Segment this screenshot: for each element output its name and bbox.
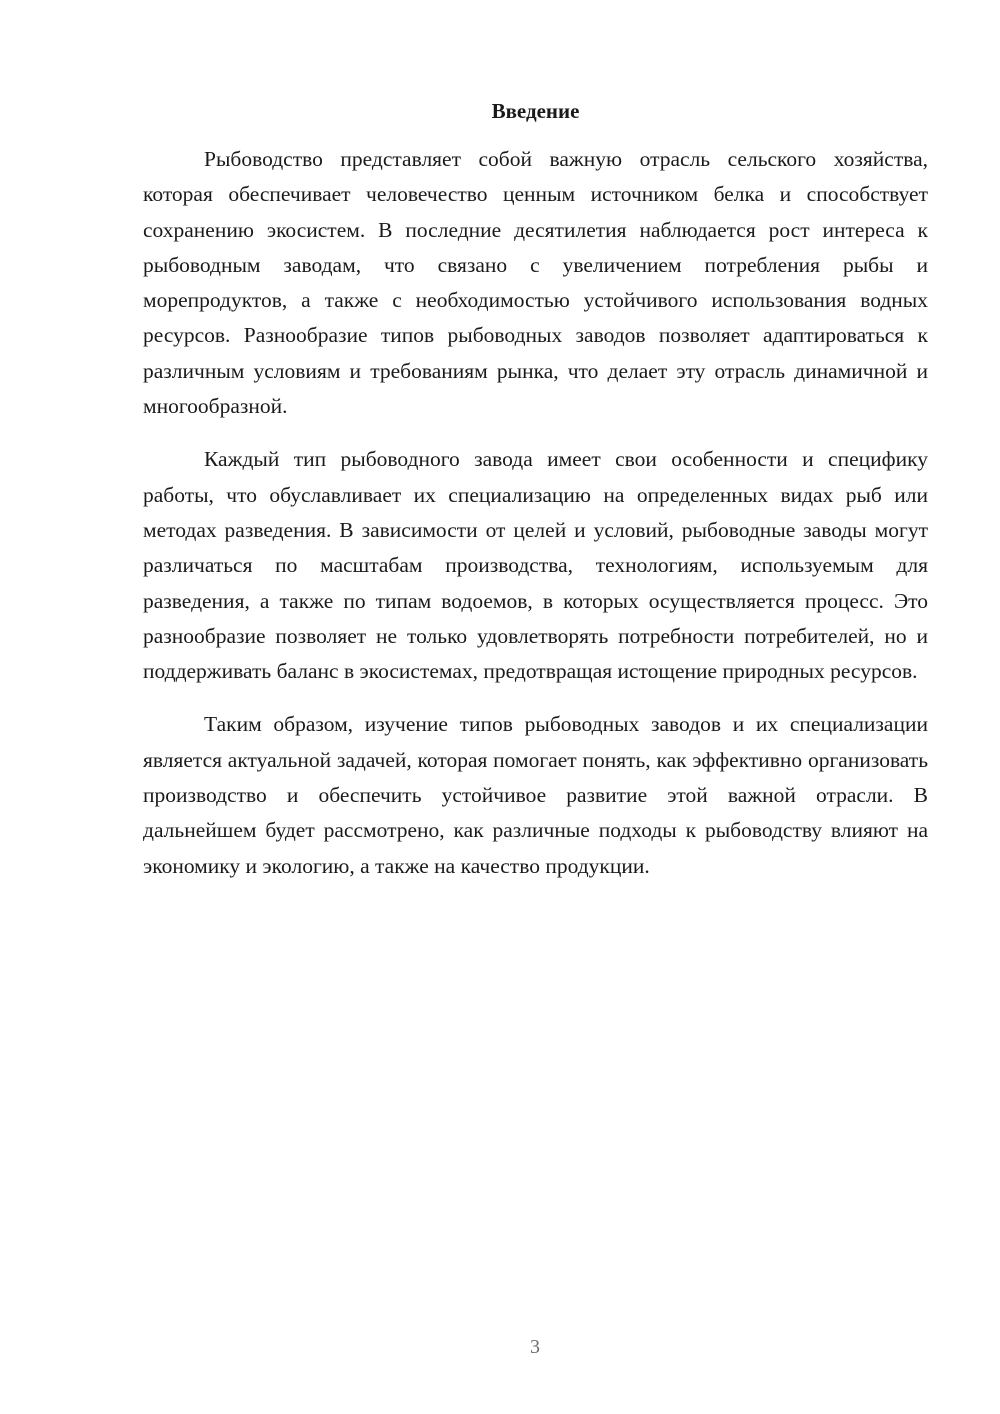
- section-heading: Введение: [491, 99, 580, 123]
- page-content: [143, 96, 928, 902]
- paragraph-3: Таким образом, изучение типов рыбоводных заводов и их специализации является актуальной задачей, которая помогает понять, как эффективно организовать производство и обеспечить устойчивое развитие этой важной отрасли. В дальнейшем будет рассмотрено, как различные подходы к рыбоводству влияют на экономику и экологию, а также на качество продукции.: [143, 712, 928, 878]
- paragraph-2: Каждый тип рыбоводного завода имеет свои особенности и специфику работы, что обуславливает их специализацию на определенных видах рыб или методах разведения. В зависимости от целей и условий, рыбоводные заводы могут различаться по масштабам производства, технологиям, используемым для разведения, а также по типам водоемов, в которых осуществляется процесс. Это разнообразие позволяет не только удовлетворять потребности потребителей, но и поддерживать баланс в экосистемах, предотвращая истощение природных ресурсов.: [143, 447, 928, 684]
- paragraph-1: Рыбоводство представляет собой важную отрасль сельского хозяйства, которая обеспечивает человечество ценным источником белка и способствует сохранению экосистем. В последние десятилетия наблюдается рост интереса к рыбоводным заводам, что связано с увеличением потребления рыбы и морепродуктов, а также с необходимостью устойчивого использования водных ресурсов. Разнообразие типов рыбоводных заводов позволяет адаптироваться к различным условиям и требованиям рынка, что делает эту отрасль динамичной и многообразной.: [143, 147, 928, 419]
- page-number: 3: [530, 1336, 540, 1358]
